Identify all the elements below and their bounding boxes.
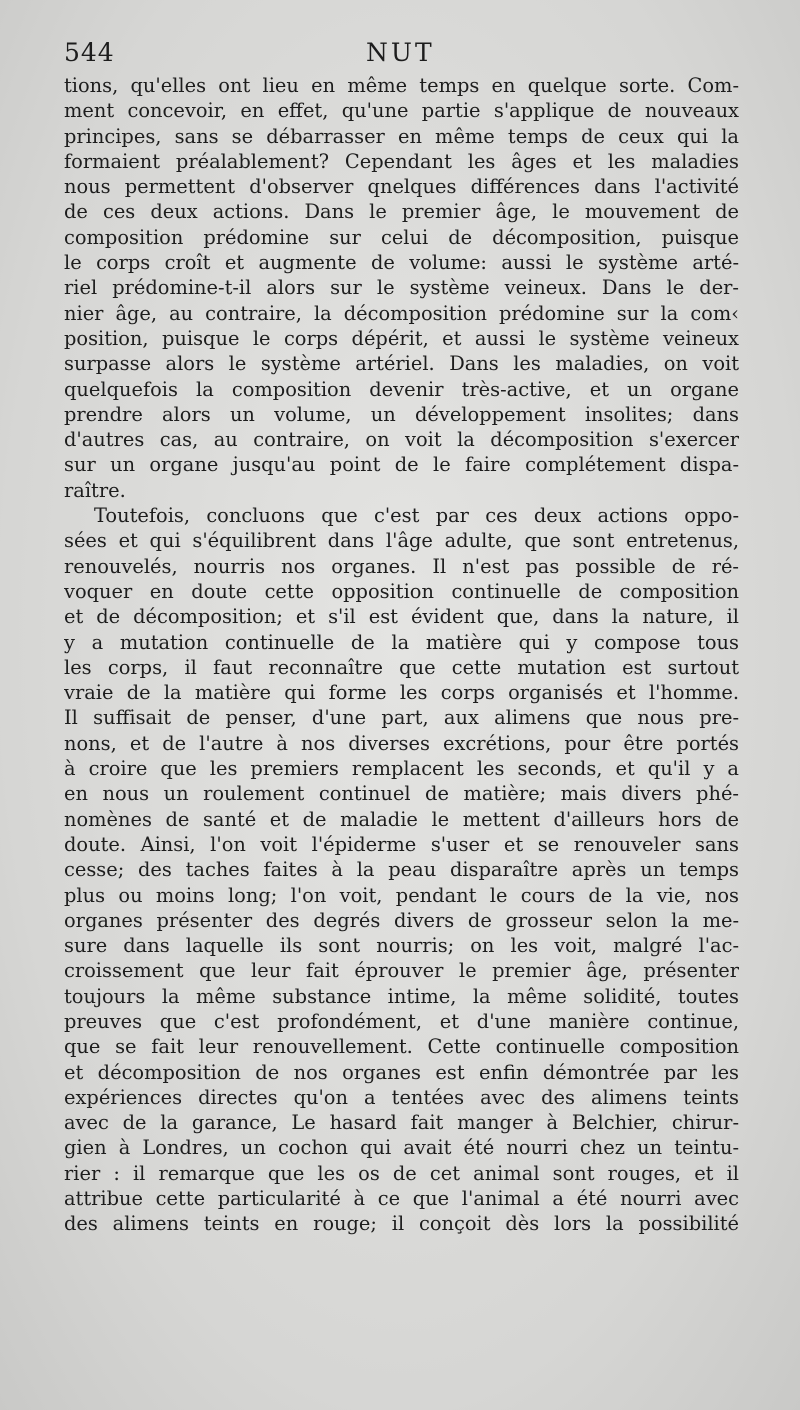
text-line: preuves que c'est profondément, et d'une manière continue, [64, 1009, 739, 1033]
text-line: Toutefois, concluons que c'est par ces deux actions oppo- [94, 504, 739, 528]
text-line: plus ou moins long; l'on voit, pendant le cours de la vie, nos [64, 883, 739, 907]
text-line: quelquefois la composition devenir très-active, et un organe [64, 377, 739, 401]
text-line: nous permettent d'observer qnelques différences dans l'activité [64, 175, 739, 199]
text-line: d'autres cas, au contraire, on voit la décomposition s'exercer [64, 428, 739, 452]
running-head: NUT [366, 38, 435, 67]
text-line: ment concevoir, en effet, qu'une partie s'applique de nouveaux [64, 99, 739, 123]
text-line: voquer en doute cette opposition continuelle de composition [64, 579, 739, 603]
text-line: composition prédomine sur celui de décomposition, puisque [64, 225, 739, 249]
text-line: toujours la même substance intime, la même solidité, toutes [64, 984, 739, 1008]
text-line: de ces deux actions. Dans le premier âge, le mouvement de [64, 200, 739, 224]
page-header [64, 38, 739, 74]
text-line: en nous un roulement continuel de matière; mais divers phé- [64, 782, 739, 806]
text-line: sur un organe jusqu'au point de le faire complétement dispa- [64, 453, 739, 477]
text-line: rier : il remarque que les os de cet animal sont rouges, et il [64, 1161, 739, 1185]
text-line: les corps, il faut reconnaître que cette mutation est surtout [64, 655, 739, 679]
text-line: sées et qui s'équilibrent dans l'âge adulte, que sont entretenus, [64, 529, 739, 553]
text-line: expériences directes qu'on a tentées avec des alimens teints [64, 1085, 739, 1109]
text-line: nier âge, au contraire, la décomposition prédomine sur la com‹ [64, 301, 739, 325]
text-line: nons, et de l'autre à nos diverses excrétions, pour être portés [64, 731, 739, 755]
text-line: y a mutation continuelle de la matière qui y compose tous [64, 630, 739, 654]
text-line: renouvelés, nourris nos organes. Il n'est pas possible de ré- [64, 554, 739, 578]
text-line: des alimens teints en rouge; il conçoit dès lors la possibilité [64, 1212, 739, 1236]
text-line: sure dans laquelle ils sont nourris; on les voit, malgré l'ac- [64, 934, 739, 958]
text-line: doute. Ainsi, l'on voit l'épiderme s'user et se renouveler sans [64, 832, 739, 856]
paragraph [64, 73, 739, 503]
text-line: principes, sans se débarrasser en même temps de ceux qui la [64, 124, 739, 148]
text-line: raître. [64, 478, 126, 502]
text-line: prendre alors un volume, un développement insolites; dans [64, 402, 739, 426]
body-text [64, 73, 739, 1237]
text-line: avec de la garance, Le hasard fait manger à Belchier, chirur- [64, 1111, 739, 1135]
text-line: attribue cette particularité à ce que l'animal a été nourri avec [64, 1187, 739, 1211]
text-line: tions, qu'elles ont lieu en même temps en quelque sorte. Com- [64, 74, 739, 97]
text-line: le corps croît et augmente de volume: aussi le système arté- [64, 251, 739, 275]
paragraph [64, 503, 739, 1237]
text-line: et décomposition de nos organes est enfin démontrée par les [64, 1060, 739, 1084]
text-line: nomènes de santé et de maladie le mettent d'ailleurs hors de [64, 807, 739, 831]
text-line: Il suffisait de penser, d'une part, aux alimens que nous pre- [64, 706, 739, 730]
text-line: cesse; des taches faites à la peau disparaître après un temps [64, 858, 739, 882]
text-line: organes présenter des degrés divers de grosseur selon la me- [64, 908, 739, 932]
page-number: 544 [64, 38, 115, 67]
text-line: vraie de la matière qui forme les corps organisés et l'homme. [64, 681, 739, 705]
text-line: gien à Londres, un cochon qui avait été nourri chez un teintu- [64, 1136, 739, 1160]
text-line: position, puisque le corps dépérit, et aussi le système veineux [64, 326, 739, 350]
text-line: surpasse alors le système artériel. Dans les maladies, on voit [64, 352, 739, 376]
text-line: formaient préalablement? Cependant les âges et les maladies [64, 149, 739, 173]
text-line: et de décomposition; et s'il est évident que, dans la nature, il [64, 605, 739, 629]
text-line: à croire que les premiers remplacent les seconds, et qu'il y a [64, 757, 739, 781]
text-line: croissement que leur fait éprouver le premier âge, présenter [64, 959, 739, 983]
text-line: riel prédomine-t-il alors sur le système veineux. Dans le der- [64, 276, 739, 300]
text-line: que se fait leur renouvellement. Cette continuelle composition [64, 1035, 739, 1059]
